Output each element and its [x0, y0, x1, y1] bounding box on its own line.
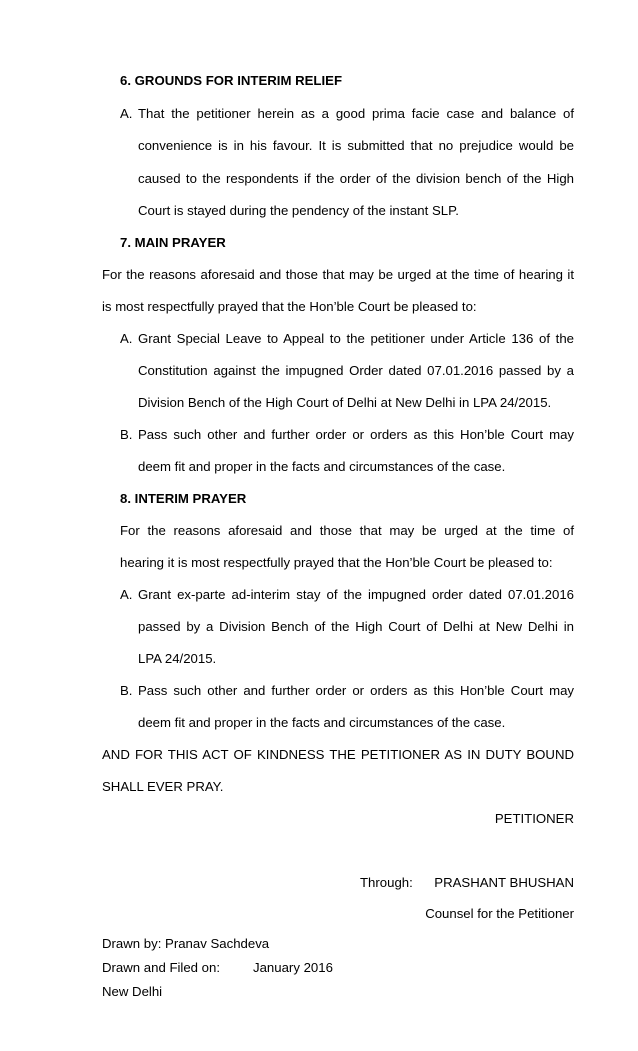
section-8-item-a-line-2: passed by a Division Bench of the High Court of Delhi at New Delhi in	[138, 619, 574, 634]
drawn-filed-label: Drawn and Filed on:	[102, 960, 221, 975]
section-7-item-b-line-1: Pass such other and further order or orders as this Hon’ble Court may	[138, 427, 574, 442]
through-label: Through:	[360, 875, 413, 890]
petitioner-label: PETITIONER	[494, 811, 574, 826]
section-8-item-a-line-1: Grant ex-parte ad-interim stay of the impugned order dated 07.01.2016	[138, 587, 574, 602]
drawn-by: Drawn by: Pranav Sachdeva	[102, 936, 270, 951]
section-7-item-b-marker: B.	[120, 427, 133, 442]
section-6-item-a-line-2: convenience is in his favour. It is submitted that no prejudice would be	[138, 138, 574, 153]
section-8-intro-line-2: hearing it is most respectfully prayed that the Hon’ble Court be pleased to:	[120, 555, 553, 570]
section-6-heading: 6. GROUNDS FOR INTERIM RELIEF	[120, 73, 342, 88]
section-6-item-a-marker: A.	[120, 106, 133, 121]
section-8-intro-line-1: For the reasons aforesaid and those that may be urged at the time of	[120, 523, 574, 538]
section-8-item-a-marker: A.	[120, 587, 133, 602]
section-7-item-a-line-2: Constitution against the impugned Order dated 07.01.2016 passed by a	[138, 363, 574, 378]
section-7-item-a-line-3: Division Bench of the High Court of Delhi at New Delhi in LPA 24/2015.	[138, 395, 552, 410]
section-7-item-a-marker: A.	[120, 331, 133, 346]
section-7-heading: 7. MAIN PRAYER	[120, 235, 226, 250]
closing-line-2: SHALL EVER PRAY.	[102, 779, 224, 794]
section-8-item-b-line-2: deem fit and proper in the facts and circumstances of the case.	[138, 715, 506, 730]
place: New Delhi	[102, 984, 163, 999]
counsel-title: Counsel for the Petitioner	[425, 906, 574, 921]
section-6-item-a-line-1: That the petitioner herein as a good prima facie case and balance of	[138, 106, 574, 121]
section-8-item-b-line-1: Pass such other and further order or orders as this Hon’ble Court may	[138, 683, 574, 698]
counsel-name: PRASHANT BHUSHAN	[434, 875, 574, 890]
section-8-item-b-marker: B.	[120, 683, 133, 698]
section-8-item-a-line-3: LPA 24/2015.	[138, 651, 217, 666]
drawn-filed-date: January 2016	[253, 960, 333, 975]
section-7-item-a-line-1: Grant Special Leave to Appeal to the petitioner under Article 136 of the	[138, 331, 574, 346]
section-7-intro-line-2: is most respectfully prayed that the Hon’ble Court be pleased to:	[102, 299, 477, 314]
section-6-item-a-line-3: caused to the respondents if the order of the division bench of the High	[138, 171, 574, 186]
closing-line-1: AND FOR THIS ACT OF KINDNESS THE PETITIONER AS IN DUTY BOUND	[102, 747, 574, 762]
section-6-item-a-line-4: Court is stayed during the pendency of the instant SLP.	[138, 203, 459, 218]
section-7-item-b-line-2: deem fit and proper in the facts and circumstances of the case.	[138, 459, 506, 474]
section-7-intro-line-1: For the reasons aforesaid and those that may be urged at the time of hearing it	[102, 267, 574, 282]
section-8-heading: 8. INTERIM PRAYER	[120, 491, 247, 506]
